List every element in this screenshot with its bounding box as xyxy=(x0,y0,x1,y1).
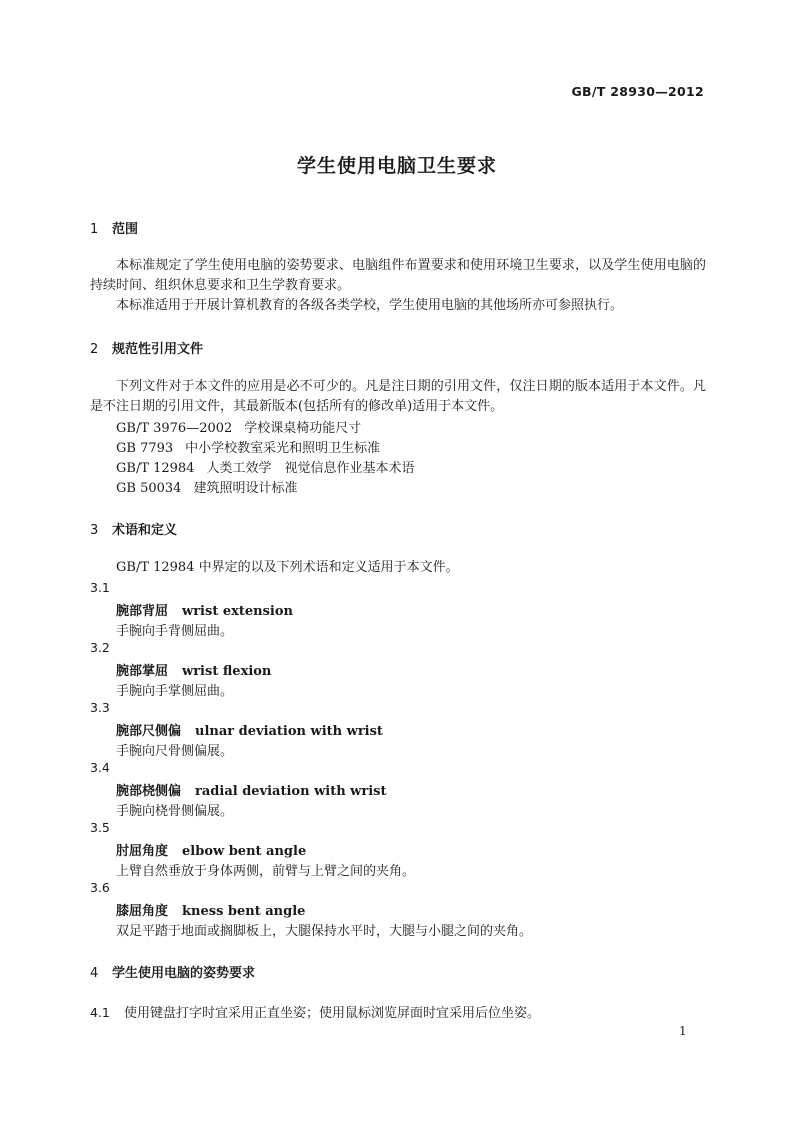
page-number: 1 xyxy=(679,1024,687,1038)
term-definition: 双足平踏于地面或搁脚板上，大腿保持水平时，大腿与小腿之间的夹角。 xyxy=(116,924,533,939)
reference-item xyxy=(116,477,297,496)
term-definition: 手腕向尺骨侧偏展。 xyxy=(116,744,234,759)
reference-code: GB/T 12984 xyxy=(116,461,195,476)
term-zh: 腕部桡侧偏 xyxy=(116,784,182,799)
reference-item xyxy=(116,457,415,476)
term-zh: 肘屈角度 xyxy=(116,844,169,859)
section-number: 4 xyxy=(90,966,99,981)
term-zh: 腕部掌屈 xyxy=(116,664,169,679)
term-definition: 手腕向桡骨侧偏展。 xyxy=(116,804,234,819)
term-entry xyxy=(116,840,306,859)
term-en: radial deviation with wrist xyxy=(195,784,387,799)
clause-number: 3.5 xyxy=(90,820,110,835)
section-number: 2 xyxy=(90,342,99,357)
clause-number: 4.1 xyxy=(90,1005,110,1020)
reference-title: 人类工效学 视觉信息作业基本术语 xyxy=(206,461,415,476)
reference-title: 学校课桌椅功能尺寸 xyxy=(244,421,362,436)
reference-code: GB 50034 xyxy=(116,481,182,496)
section-2-heading xyxy=(90,338,203,357)
term-en: ulnar deviation with wrist xyxy=(195,724,383,739)
term-entry xyxy=(116,780,387,799)
paragraph: 下列文件对于本文件的应用是必不可少的。凡是注日期的引用文件，仅注日期的版本适用于本文件。凡是不注日期的引用文件，其最新版本(包括所有的修改单)适用于本文件。 xyxy=(90,379,706,414)
reference-item xyxy=(116,437,380,456)
section-1-heading xyxy=(90,218,138,237)
term-entry xyxy=(116,600,293,619)
section-4-heading xyxy=(90,962,255,981)
reference-item xyxy=(116,417,361,436)
reference-code: GB/T 3976—2002 xyxy=(116,421,233,436)
paragraph: 本标准规定了学生使用电脑的姿势要求、电脑组件布置要求和使用环境卫生要求，以及学生使用电脑的持续时间、组织休息要求和卫生学教育要求。 xyxy=(90,258,706,293)
term-definition: 手腕向手背侧屈曲。 xyxy=(116,624,234,639)
term-entry xyxy=(116,900,305,919)
term-entry xyxy=(116,720,383,739)
clause-number: 3.2 xyxy=(90,640,110,655)
paragraph: GB/T 12984 中界定的以及下列术语和定义适用于本文件。 xyxy=(116,560,459,575)
section-number: 3 xyxy=(90,523,99,538)
section-title: 术语和定义 xyxy=(112,523,178,538)
paragraph: 本标准适用于开展计算机教育的各级各类学校，学生使用电脑的其他场所亦可参照执行。 xyxy=(116,298,624,313)
clause-number: 3.6 xyxy=(90,880,110,895)
clause-text: 使用键盘打字时宜采用正直坐姿；使用鼠标浏览屏面时宜采用后位坐姿。 xyxy=(124,1006,541,1021)
term-en: wrist flexion xyxy=(182,664,272,679)
clause-number: 3.3 xyxy=(90,700,110,715)
section-title: 学生使用电脑的姿势要求 xyxy=(112,966,256,981)
clause-number: 3.4 xyxy=(90,760,110,775)
page-title: 学生使用电脑卫生要求 xyxy=(296,155,497,177)
section-title: 范围 xyxy=(112,222,139,237)
standard-code: GB/T 28930—2012 xyxy=(571,84,704,99)
term-zh: 膝屈角度 xyxy=(116,904,169,919)
term-zh: 腕部背屈 xyxy=(116,604,169,619)
term-zh: 腕部尺侧偏 xyxy=(116,724,182,739)
term-en: kness bent angle xyxy=(182,904,306,919)
term-en: elbow bent angle xyxy=(182,844,307,859)
reference-title: 建筑照明设计标准 xyxy=(193,481,298,496)
reference-title: 中小学校教室采光和照明卫生标准 xyxy=(185,441,381,456)
clause-number: 3.1 xyxy=(90,580,110,595)
section-title: 规范性引用文件 xyxy=(112,342,204,357)
section-3-heading xyxy=(90,519,177,538)
reference-code: GB 7793 xyxy=(116,441,174,456)
term-definition: 上臂自然垂放于身体两侧，前臂与上臂之间的夹角。 xyxy=(116,864,416,879)
term-entry xyxy=(116,660,271,679)
term-definition: 手腕向手掌侧屈曲。 xyxy=(116,684,234,699)
term-en: wrist extension xyxy=(182,604,293,619)
clause-4-1 xyxy=(90,1002,540,1021)
section-number: 1 xyxy=(90,222,99,237)
